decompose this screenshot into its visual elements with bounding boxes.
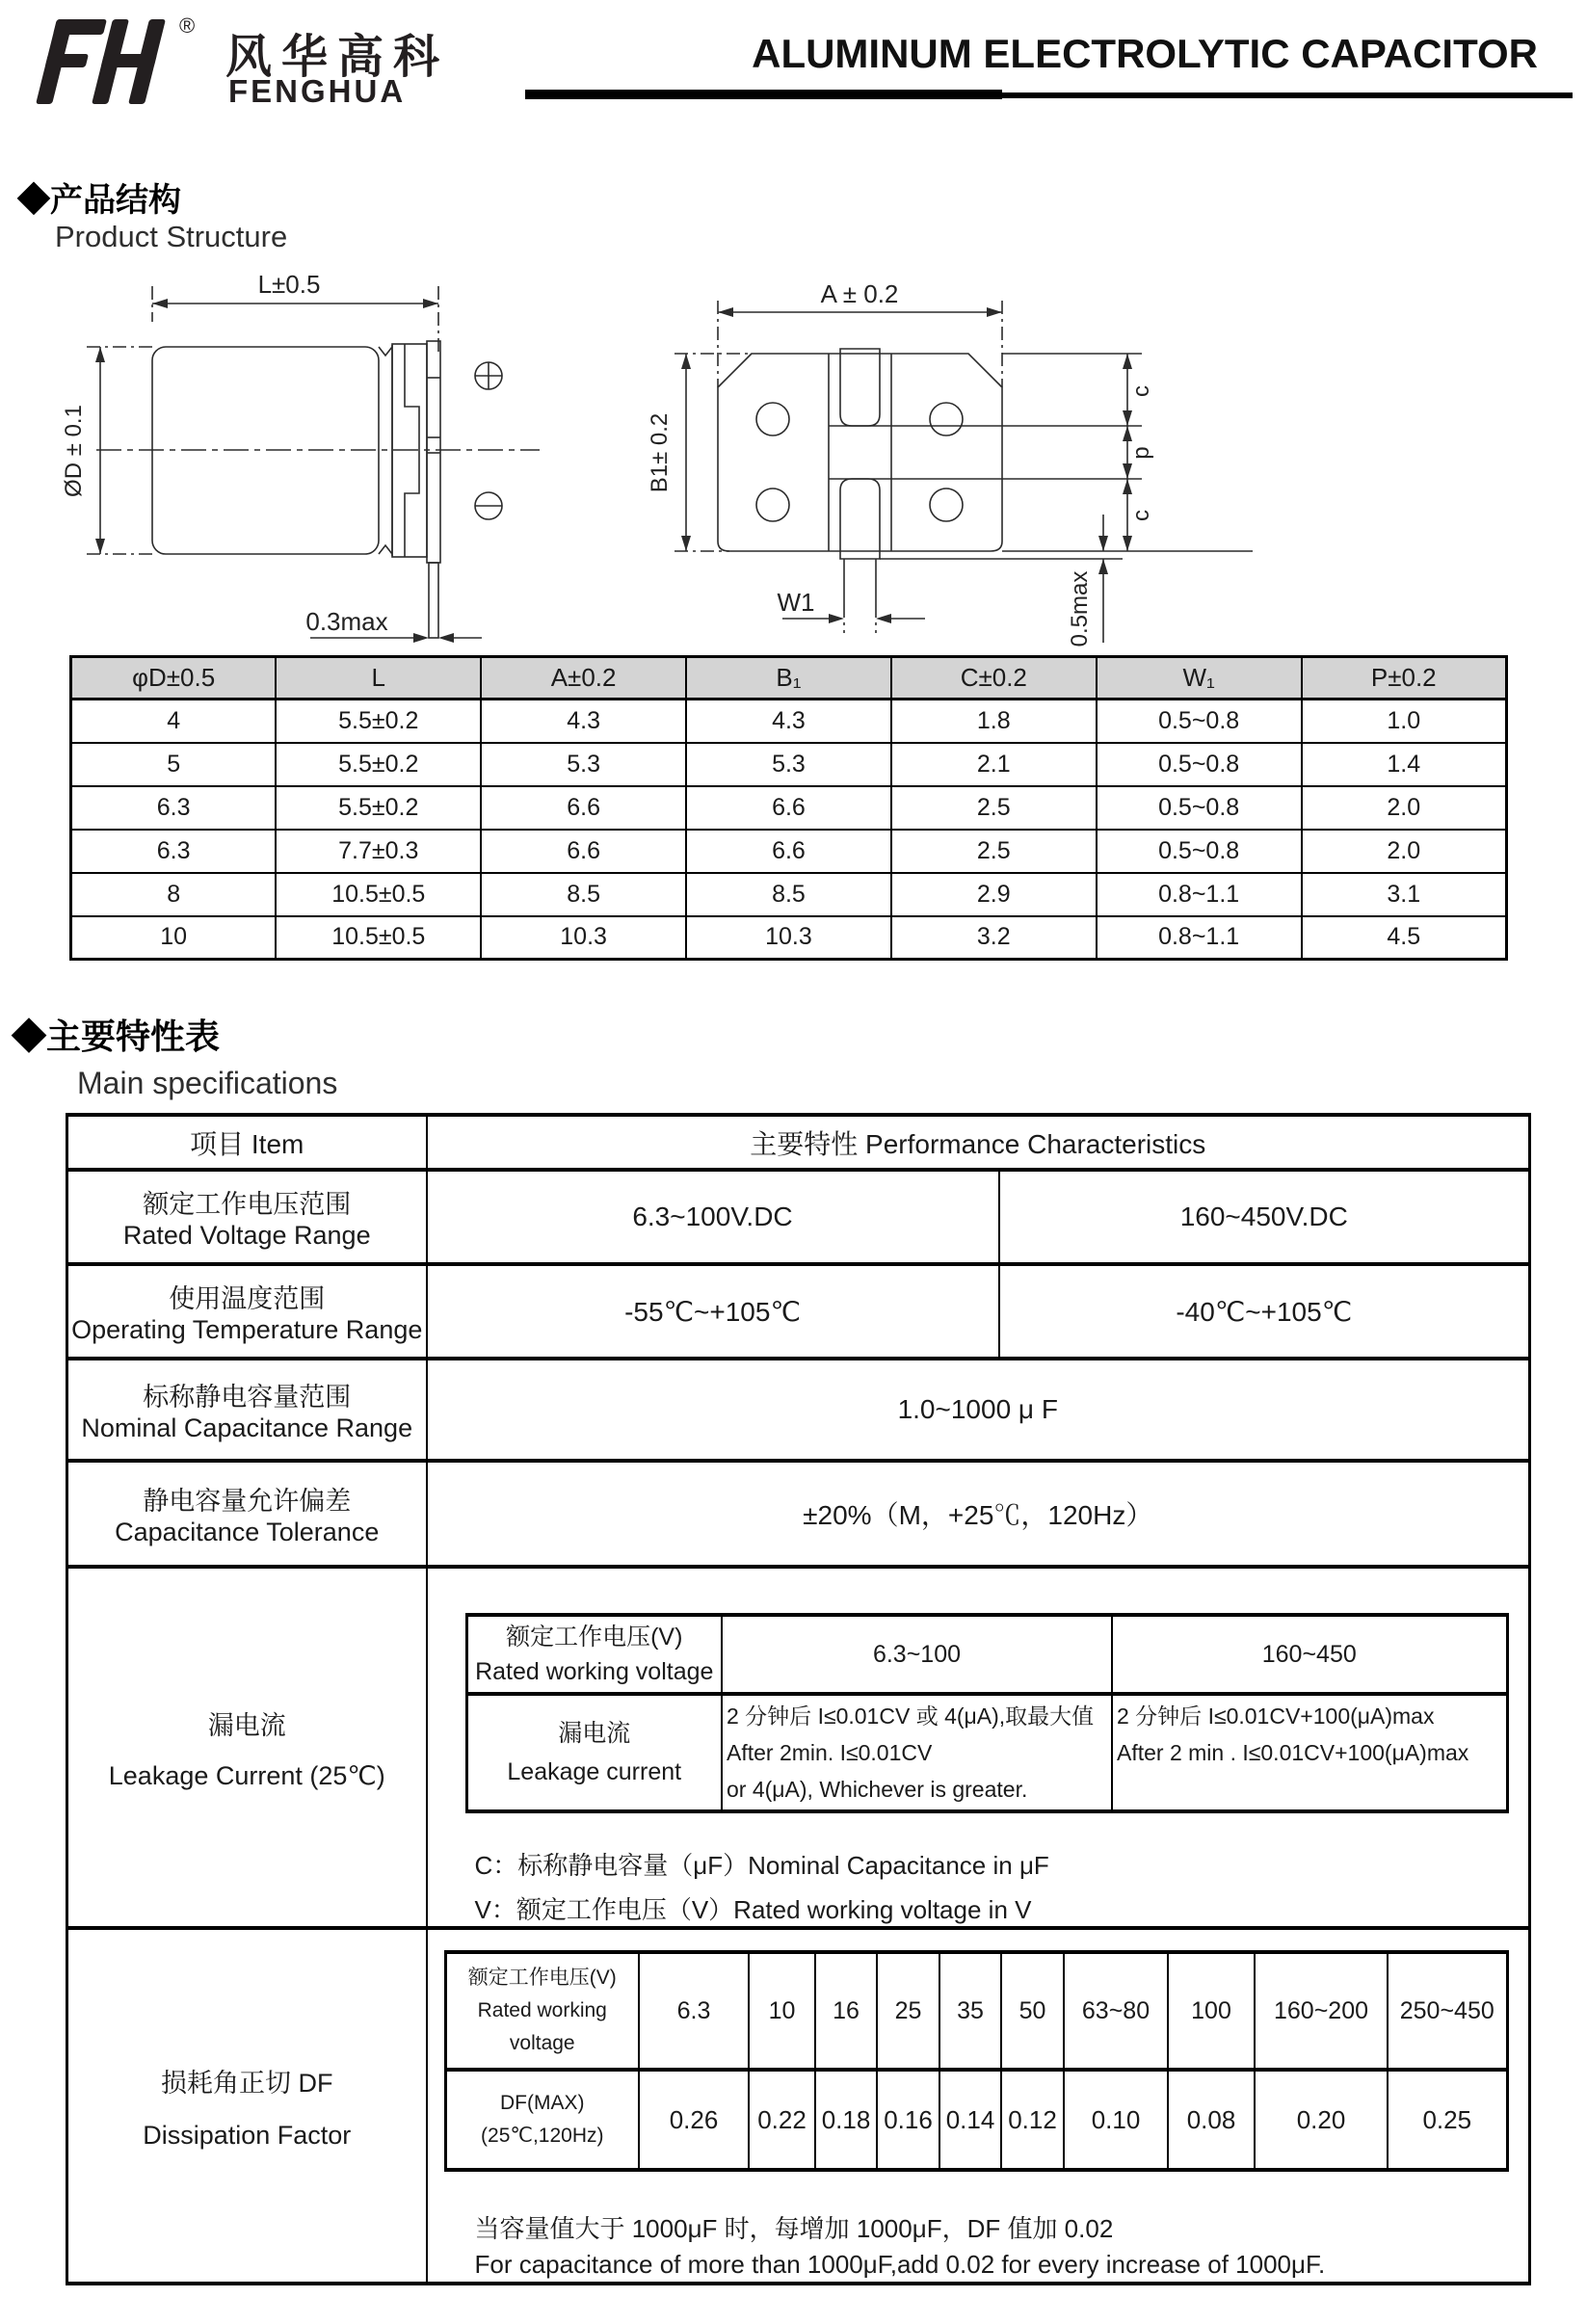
tolerance-value: ±20%（M，+25℃，120Hz） <box>427 1461 1530 1567</box>
registered-trademark: ® <box>179 13 196 38</box>
dissipation-content <box>427 1928 1530 2284</box>
table-row <box>71 743 1507 786</box>
cell: 2.0 <box>1302 830 1507 873</box>
df-voltage: 25 <box>877 1952 939 2070</box>
row-label-cn: 漏电流 <box>207 1710 286 1740</box>
cell: 0.8~1.1 <box>1097 873 1302 916</box>
df-voltage: 100 <box>1168 1952 1255 2070</box>
df-header-row <box>445 1952 1507 2070</box>
cell: 6.3 <box>71 830 277 873</box>
col-header: φD±0.5 <box>71 657 277 700</box>
leakage-spec-low-line: After 2min. I≤0.01CV <box>727 1740 933 1765</box>
col-header: B₁ <box>686 657 891 700</box>
col-header: A±0.2 <box>481 657 686 700</box>
cell: 6.6 <box>481 786 686 830</box>
item-header: 项目 Item <box>67 1115 427 1170</box>
df-voltage: 63~80 <box>1064 1952 1168 2070</box>
cell: 2.5 <box>891 786 1097 830</box>
df-voltage-header-line: voltage <box>509 2032 575 2054</box>
rated-voltage-low: 6.3~100V.DC <box>427 1170 999 1264</box>
df-value: 0.16 <box>877 2070 939 2170</box>
df-voltage: 35 <box>939 1952 1001 2070</box>
cell: 5.5±0.2 <box>276 786 481 830</box>
leakage-content <box>427 1567 1530 1928</box>
df-value: 0.26 <box>639 2070 749 2170</box>
table-row <box>71 700 1507 743</box>
leakage-nested-table <box>465 1613 1509 1813</box>
cell: 0.5~0.8 <box>1097 743 1302 786</box>
row-label <box>68 1177 426 1256</box>
df-voltage: 10 <box>749 1952 815 2070</box>
cell: 2.0 <box>1302 786 1507 830</box>
leakage-row <box>67 1567 1530 1928</box>
df-value: 0.08 <box>1168 2070 1255 2170</box>
col-header: L <box>276 657 481 700</box>
header-rule-thin <box>674 92 1573 98</box>
cell: 6.3 <box>71 786 277 830</box>
cell: 4.3 <box>481 700 686 743</box>
df-voltage-header-line: Rated working <box>477 1999 607 2021</box>
df-voltage: 50 <box>1001 1952 1064 2070</box>
cell: 4 <box>71 700 277 743</box>
df-value: 0.18 <box>815 2070 877 2170</box>
dim-label-width: A ± 0.2 <box>820 279 899 308</box>
minus-polarity-icon <box>475 492 502 519</box>
row-label-cn: 使用温度范围 <box>169 1284 326 1313</box>
bottom-view <box>647 279 1253 647</box>
row-label <box>68 1272 426 1351</box>
df-voltage: 160~200 <box>1255 1952 1388 2070</box>
row-label-en: Leakage Current (25℃) <box>108 1760 385 1790</box>
cell: 10.3 <box>481 916 686 960</box>
leakage-note-v: V：额定工作电压（V）Rated working voltage in V <box>474 1895 1032 1924</box>
plus-polarity-icon <box>475 362 502 389</box>
cell: 7.7±0.3 <box>276 830 481 873</box>
leakage-table-body-row <box>466 1694 1507 1811</box>
side-view <box>61 270 540 643</box>
row-label-en: Dissipation Factor <box>143 2120 352 2150</box>
leakage-spec-high-line: After 2 min . I≤0.01CV+100(μA)max <box>1117 1740 1469 1765</box>
temperature-row <box>67 1264 1530 1359</box>
dissipation-row <box>67 1928 1530 2284</box>
row-label-en: Capacitance Tolerance <box>115 1518 380 1546</box>
cell: 5.5±0.2 <box>276 743 481 786</box>
section-product-structure-cn: ◆产品结构 <box>17 182 181 219</box>
row-label-en: Rated Voltage Range <box>122 1221 371 1250</box>
leakage-voltage-header-cn: 额定工作电压(V) <box>506 1624 683 1651</box>
spec-header-row <box>67 1115 1530 1170</box>
col-header: C±0.2 <box>891 657 1097 700</box>
cell: 8.5 <box>481 873 686 916</box>
df-values-row <box>445 2070 1507 2170</box>
dim-label-lead-width: W1 <box>777 588 815 617</box>
leakage-table-header-row <box>466 1615 1507 1694</box>
dim-label-body: B1± 0.2 <box>647 412 673 493</box>
cell: 6.6 <box>481 830 686 873</box>
row-label-en: Nominal Capacitance Range <box>81 1413 413 1442</box>
df-max-label-line: DF(MAX) <box>500 2092 585 2114</box>
logo-english-name: FENGHUA <box>228 73 407 109</box>
row-label-cn: 损耗角正切 DF <box>161 2068 333 2098</box>
df-max-label-line: (25℃,120Hz) <box>481 2125 604 2147</box>
table-row <box>71 873 1507 916</box>
section-main-specs-en: Main specifications <box>77 1066 338 1100</box>
cell: 6.6 <box>686 830 891 873</box>
cell: 6.6 <box>686 786 891 830</box>
temperature-low: -55℃~+105℃ <box>427 1264 999 1359</box>
section-main-specs-cn: ◆主要特性表 <box>12 1017 221 1056</box>
fenghua-logo-icon <box>29 15 173 108</box>
cell: 2.9 <box>891 873 1097 916</box>
cell: 0.5~0.8 <box>1097 830 1302 873</box>
capacitance-range-row <box>67 1359 1530 1461</box>
cell: 8.5 <box>686 873 891 916</box>
df-value: 0.25 <box>1388 2070 1507 2170</box>
cell: 2.1 <box>891 743 1097 786</box>
df-nested-table <box>444 1950 1509 2172</box>
leakage-spec-low-line: 2 分钟后 I≤0.01CV 或 4(μA),取最大值 <box>727 1703 1095 1729</box>
leakage-col-high: 160~450 <box>1112 1615 1507 1694</box>
cell: 1.0 <box>1302 700 1507 743</box>
leakage-row-label-cn: 漏电流 <box>558 1720 631 1747</box>
table-row <box>71 916 1507 960</box>
df-value: 0.14 <box>939 2070 1001 2170</box>
col-header: P±0.2 <box>1302 657 1507 700</box>
rated-voltage-high: 160~450V.DC <box>999 1170 1530 1264</box>
leakage-voltage-header <box>468 1620 722 1689</box>
cell: 10 <box>71 916 277 960</box>
cell: 5 <box>71 743 277 786</box>
table-row <box>71 830 1507 873</box>
leakage-row-label-en: Leakage current <box>507 1758 682 1785</box>
characteristics-header: 主要特性 Performance Characteristics <box>427 1115 1530 1170</box>
cell: 10.3 <box>686 916 891 960</box>
row-label <box>68 1474 426 1553</box>
capacitance-range-value: 1.0~1000 μ F <box>427 1359 1530 1461</box>
leakage-voltage-header-en: Rated working voltage <box>475 1658 714 1685</box>
cell: 10.5±0.5 <box>276 873 481 916</box>
df-voltage: 250~450 <box>1388 1952 1507 2070</box>
leakage-spec-low-line: or 4(μA), Whichever is greater. <box>727 1777 1028 1802</box>
section-product-structure-en: Product Structure <box>55 220 288 253</box>
dim-label-c-top: c <box>1128 385 1154 397</box>
table-row <box>71 786 1507 830</box>
cell: 0.5~0.8 <box>1097 700 1302 743</box>
cell: 1.4 <box>1302 743 1507 786</box>
temperature-high: -40℃~+105℃ <box>999 1264 1530 1359</box>
cell: 5.3 <box>686 743 891 786</box>
df-value: 0.22 <box>749 2070 815 2170</box>
logo-chinese-name: 风华高科 <box>225 32 450 83</box>
leakage-note-c: C：标称静电容量（μF）Nominal Capacitance in μF <box>474 1851 1049 1880</box>
page-title: ALUMINUM ELECTROLYTIC CAPACITOR <box>752 31 1538 76</box>
leakage-spec-low <box>723 1696 1111 1809</box>
row-label <box>68 1370 426 1449</box>
dimensions-table <box>69 655 1508 961</box>
dim-label-diameter: ØD ± 0.1 <box>61 405 87 497</box>
tolerance-row <box>67 1461 1530 1567</box>
leakage-col-low: 6.3~100 <box>722 1615 1112 1694</box>
dim-label-c-bottom: c <box>1128 510 1154 521</box>
dim-label-length: L±0.5 <box>257 270 321 299</box>
cell: 10.5±0.5 <box>276 916 481 960</box>
row-label-cn: 标称静电容量范围 <box>143 1383 352 1412</box>
row-label <box>68 2056 426 2156</box>
leakage-spec-high-line: 2 分钟后 I≤0.01CV+100(μA)max <box>1117 1703 1435 1729</box>
df-value: 0.12 <box>1001 2070 1064 2170</box>
cell: 5.5±0.2 <box>276 700 481 743</box>
df-max-label <box>447 2087 639 2152</box>
cell: 4.5 <box>1302 916 1507 960</box>
leakage-spec-high <box>1113 1696 1506 1773</box>
df-note-cn: 当容量值大于 1000μF 时，每增加 1000μF，DF 值加 0.02 <box>474 2214 1114 2243</box>
rated-voltage-row <box>67 1170 1530 1264</box>
col-header: W₁ <box>1097 657 1302 700</box>
cell: 1.8 <box>891 700 1097 743</box>
main-specifications-table <box>66 1113 1528 2285</box>
row-label-cn: 静电容量允许偏差 <box>143 1487 352 1516</box>
df-note-en: For capacitance of more than 1000μF,add 0.02 for every increase of 1000μF. <box>474 2250 1326 2279</box>
dimensions-table-header-row <box>71 657 1507 700</box>
product-structure-drawing <box>58 262 1349 647</box>
cell: 4.3 <box>686 700 891 743</box>
df-voltage: 6.3 <box>639 1952 749 2070</box>
row-label <box>68 1699 426 1797</box>
df-voltage-header <box>447 1962 639 2060</box>
df-value: 0.10 <box>1064 2070 1168 2170</box>
df-voltage-header-line: 额定工作电压(V) <box>467 1967 617 1989</box>
cell: 3.2 <box>891 916 1097 960</box>
df-voltage: 16 <box>815 1952 877 2070</box>
row-label-cn: 额定工作电压范围 <box>143 1190 352 1219</box>
dim-label-lead-gap: 0.3max <box>305 607 388 636</box>
dim-label-standoff: 0.5max <box>1067 570 1093 647</box>
row-label-en: Operating Temperature Range <box>71 1315 423 1344</box>
cell: 5.3 <box>481 743 686 786</box>
leakage-row-label <box>468 1714 722 1791</box>
dim-label-p: p <box>1128 446 1154 460</box>
cell: 8 <box>71 873 277 916</box>
cell: 0.5~0.8 <box>1097 786 1302 830</box>
df-value: 0.20 <box>1255 2070 1388 2170</box>
cell: 2.5 <box>891 830 1097 873</box>
cell: 0.8~1.1 <box>1097 916 1302 960</box>
cell: 3.1 <box>1302 873 1507 916</box>
